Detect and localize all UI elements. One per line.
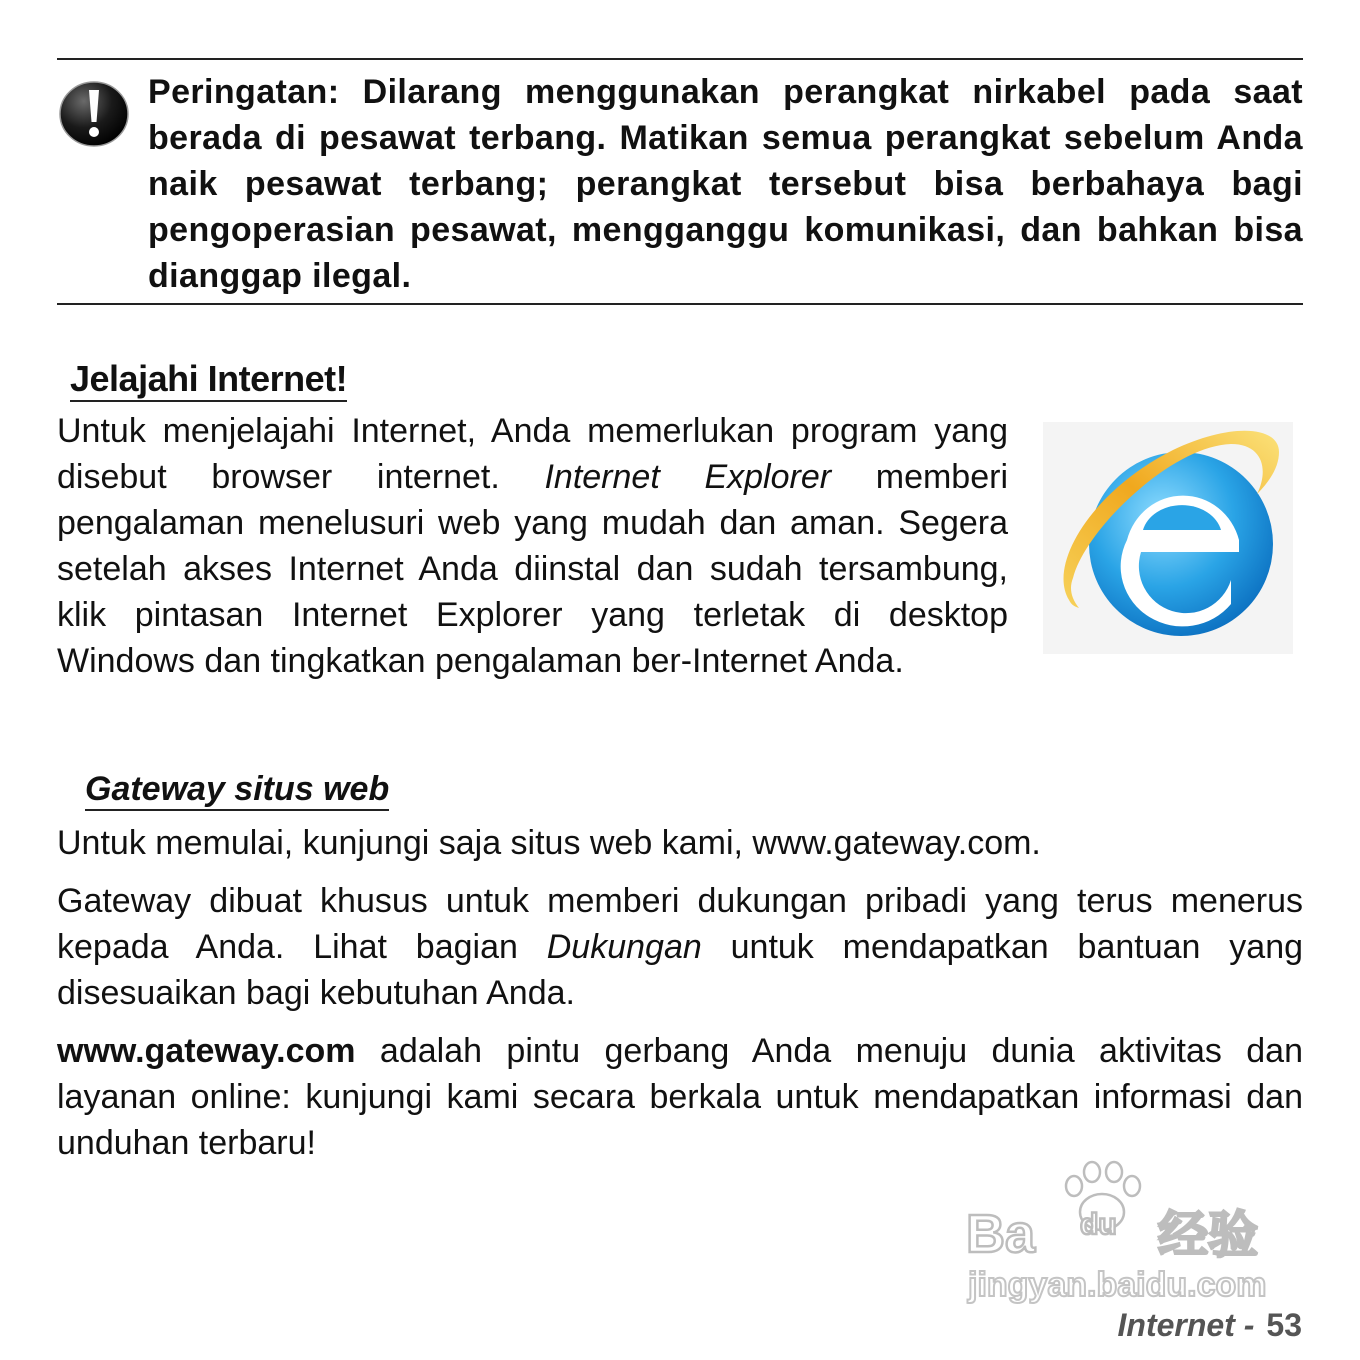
p3-text: adalah pintu gerbang Anda menuju dunia aktivitas dan layanan online: kunjungi kami secara berkala untuk mendapatkan informasi dan unduhan terbaru! [57,1032,1303,1162]
section-heading [70,356,347,402]
watermark-brand-cjk: 经验 [1158,1206,1258,1264]
page-footer [1118,1302,1302,1348]
p2-emphasis: Dukungan [546,928,702,966]
subsection-heading [85,766,389,812]
footer-section: Internet - [1117,1307,1255,1343]
intro-paragraph [57,408,1008,684]
baidu-watermark [962,1150,1282,1310]
exclamation-icon [58,78,130,150]
paragraph-2 [57,878,1303,1016]
intro-text-after: memberi pengalaman menelusuri web yang mudah dan aman. Segera setelah akses Internet Anda diinstal dan sudah tersambung, klik pintasan Internet Explorer yang terletak di desktop Windows dan tingkatkan pengalaman ber-Internet Anda. [57,458,1008,680]
bottom-rule [57,303,1303,305]
p3-bold-link: www.gateway.com [57,1032,356,1070]
watermark-brand-1: Ba [966,1204,1036,1264]
paragraph-1: Untuk memulai, kunjungi saja situs web kami, www.gateway.com. [57,824,1041,862]
watermark-brand-2: du [1080,1208,1117,1241]
intro-text-before: Untuk menjelajahi Internet, Anda memerlukan program yang disebut browser internet. [57,412,1008,496]
top-rule [57,58,1303,60]
p2-text-after: untuk mendapatkan bantuan yang disesuaikan bagi kebutuhan Anda. [57,928,1304,1012]
p2-text-before: Gateway dibuat khusus untuk memberi dukungan pribadi yang terus menerus kepada Anda. Lihat bagian [57,882,1303,966]
watermark-url: jingyan.baidu.com [968,1266,1267,1304]
section-heading-label: Jelajahi Internet! [70,358,347,402]
page-number: 53 [1266,1307,1302,1343]
subsection-heading-label: Gateway situs web [85,770,389,811]
internet-explorer-icon [1043,422,1293,654]
paragraph-3 [57,1028,1303,1166]
intro-emphasis: Internet Explorer [544,458,832,496]
warning-text: Peringatan: Dilarang menggunakan perangkat nirkabel pada saat berada di pesawat terbang. Matikan semua perangkat sebelum Anda naik pesawat terbang; perangkat tersebut bisa berbahaya bagi pengoperasian pesawat, mengganggu komunikasi, dan bahkan bisa dianggap ilegal. [148,73,1303,295]
